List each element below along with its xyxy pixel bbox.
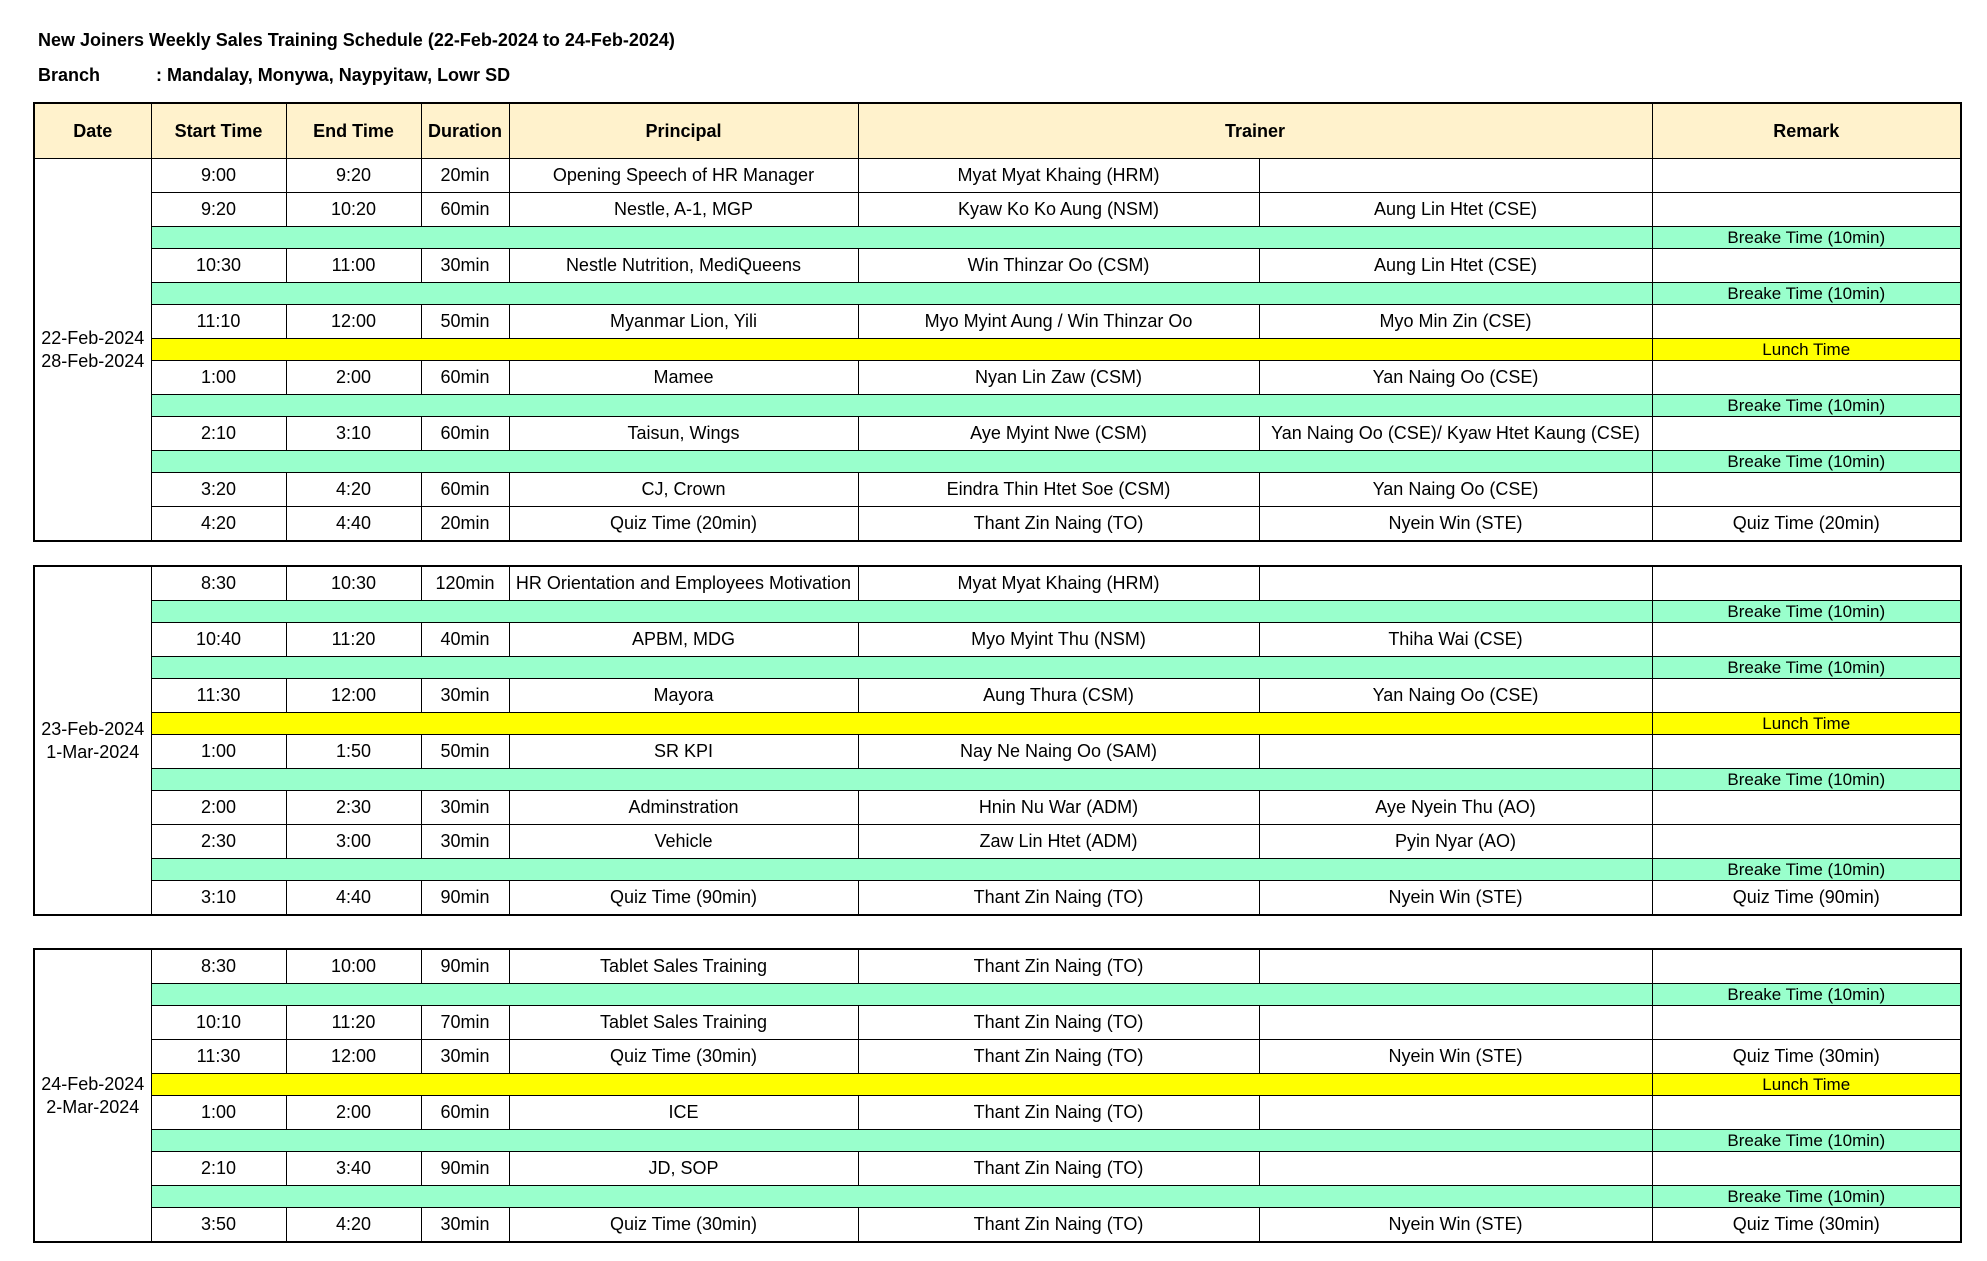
break-label: Breake Time (10min) (1652, 984, 1961, 1006)
start-time: 11:10 (151, 305, 286, 339)
session-row (34, 566, 1961, 601)
break-row (34, 227, 1961, 249)
end-time: 4:20 (286, 473, 421, 507)
end-time: 12:00 (286, 679, 421, 713)
branch-value: : Mandalay, Monywa, Naypyitaw, Lowr SD (156, 65, 511, 85)
principal: Tablet Sales Training (509, 949, 858, 984)
duration: 70min (421, 1006, 509, 1040)
end-time: 11:20 (286, 623, 421, 657)
break-label: Breake Time (10min) (1652, 451, 1961, 473)
session-row (34, 1006, 1961, 1040)
session-row (34, 1208, 1961, 1243)
principal: Vehicle (509, 825, 858, 859)
date-value: 2-Mar-2024 (46, 1096, 140, 1117)
remark: Quiz Time (20min) (1652, 507, 1961, 542)
end-time: 12:00 (286, 1040, 421, 1074)
trainer-secondary: Nyein Win (STE) (1259, 507, 1652, 542)
duration: 30min (421, 1040, 509, 1074)
trainer-secondary: Yan Naing Oo (CSE) (1259, 473, 1652, 507)
trainer-primary: Eindra Thin Htet Soe (CSM) (858, 473, 1259, 507)
separator-span (151, 859, 1652, 881)
lunch-row (34, 339, 1961, 361)
remark (1652, 249, 1961, 283)
session-row (34, 473, 1961, 507)
break-label: Breake Time (10min) (1652, 395, 1961, 417)
start-time: 8:30 (151, 566, 286, 601)
end-time: 9:20 (286, 159, 421, 193)
col-header-duration: Duration (421, 103, 509, 159)
remark (1652, 417, 1961, 451)
trainer-primary: Myat Myat Khaing (HRM) (858, 159, 1259, 193)
duration: 50min (421, 735, 509, 769)
lunch-label: Lunch Time (1652, 1074, 1961, 1096)
trainer-primary: Zaw Lin Htet (ADM) (858, 825, 1259, 859)
trainer-primary: Hnin Nu War (ADM) (858, 791, 1259, 825)
break-label: Breake Time (10min) (1652, 601, 1961, 623)
trainer-primary: Myo Myint Aung / Win Thinzar Oo (858, 305, 1259, 339)
end-time: 10:20 (286, 193, 421, 227)
break-label: Breake Time (10min) (1652, 1130, 1961, 1152)
start-time: 1:00 (151, 1096, 286, 1130)
break-row (34, 283, 1961, 305)
start-time: 9:20 (151, 193, 286, 227)
trainer-secondary: Myo Min Zin (CSE) (1259, 305, 1652, 339)
session-row (34, 679, 1961, 713)
duration: 30min (421, 791, 509, 825)
trainer-primary: Thant Zin Naing (TO) (858, 1208, 1259, 1243)
trainer-primary: Nay Ne Naing Oo (SAM) (858, 735, 1259, 769)
trainer-primary: Win Thinzar Oo (CSM) (858, 249, 1259, 283)
trainer-secondary (1259, 1096, 1652, 1130)
date-cell (34, 566, 151, 915)
start-time: 2:00 (151, 791, 286, 825)
principal: CJ, Crown (509, 473, 858, 507)
trainer-primary: Thant Zin Naing (TO) (858, 1096, 1259, 1130)
col-header-trainer: Trainer (858, 103, 1652, 159)
session-row (34, 305, 1961, 339)
remark (1652, 361, 1961, 395)
duration: 30min (421, 249, 509, 283)
start-time: 4:20 (151, 507, 286, 542)
end-time: 12:00 (286, 305, 421, 339)
remark: Quiz Time (30min) (1652, 1208, 1961, 1243)
principal: Quiz Time (30min) (509, 1208, 858, 1243)
remark (1652, 679, 1961, 713)
remark (1652, 825, 1961, 859)
date-cell (34, 949, 151, 1242)
duration: 30min (421, 1208, 509, 1243)
remark (1652, 623, 1961, 657)
duration: 120min (421, 566, 509, 601)
break-label: Breake Time (10min) (1652, 859, 1961, 881)
principal: Tablet Sales Training (509, 1006, 858, 1040)
branch-label: Branch (38, 65, 101, 85)
lunch-row (34, 1074, 1961, 1096)
end-time: 4:40 (286, 881, 421, 916)
trainer-secondary: Yan Naing Oo (CSE) (1259, 679, 1652, 713)
session-row (34, 825, 1961, 859)
branch-line (38, 65, 510, 86)
remark (1652, 1152, 1961, 1186)
session-row (34, 881, 1961, 916)
session-row (34, 193, 1961, 227)
separator-span (151, 451, 1652, 473)
trainer-secondary: Nyein Win (STE) (1259, 1208, 1652, 1243)
start-time: 3:10 (151, 881, 286, 916)
principal: Nestle Nutrition, MediQueens (509, 249, 858, 283)
start-time: 3:50 (151, 1208, 286, 1243)
trainer-primary: Kyaw Ko Ko Aung (NSM) (858, 193, 1259, 227)
session-row (34, 361, 1961, 395)
date-value: 22-Feb-2024 (41, 327, 145, 348)
trainer-secondary: Thiha Wai (CSE) (1259, 623, 1652, 657)
session-row (34, 735, 1961, 769)
session-row (34, 623, 1961, 657)
session-row (34, 507, 1961, 542)
remark (1652, 791, 1961, 825)
separator-span (151, 601, 1652, 623)
duration: 90min (421, 949, 509, 984)
trainer-secondary (1259, 1152, 1652, 1186)
principal: Quiz Time (20min) (509, 507, 858, 542)
session-row (34, 1096, 1961, 1130)
session-row (34, 159, 1961, 193)
start-time: 2:30 (151, 825, 286, 859)
trainer-secondary (1259, 735, 1652, 769)
principal: SR KPI (509, 735, 858, 769)
session-row (34, 417, 1961, 451)
separator-span (151, 713, 1652, 735)
end-time: 3:40 (286, 1152, 421, 1186)
duration: 40min (421, 623, 509, 657)
duration: 20min (421, 159, 509, 193)
principal: Quiz Time (90min) (509, 881, 858, 916)
separator-span (151, 1186, 1652, 1208)
break-row (34, 601, 1961, 623)
start-time: 2:10 (151, 1152, 286, 1186)
end-time: 11:20 (286, 1006, 421, 1040)
schedule-table-day-1 (33, 102, 1962, 542)
end-time: 2:00 (286, 1096, 421, 1130)
lunch-label: Lunch Time (1652, 713, 1961, 735)
separator-span (151, 283, 1652, 305)
col-header-start-time: Start Time (151, 103, 286, 159)
principal: Opening Speech of HR Manager (509, 159, 858, 193)
end-time: 10:00 (286, 949, 421, 984)
lunch-label: Lunch Time (1652, 339, 1961, 361)
remark: Quiz Time (30min) (1652, 1040, 1961, 1074)
duration: 50min (421, 305, 509, 339)
principal: ICE (509, 1096, 858, 1130)
principal: Mamee (509, 361, 858, 395)
separator-span (151, 769, 1652, 791)
duration: 60min (421, 417, 509, 451)
break-label: Breake Time (10min) (1652, 283, 1961, 305)
start-time: 1:00 (151, 361, 286, 395)
principal: Myanmar Lion, Yili (509, 305, 858, 339)
start-time: 11:30 (151, 679, 286, 713)
start-time: 9:00 (151, 159, 286, 193)
trainer-primary: Myat Myat Khaing (HRM) (858, 566, 1259, 601)
break-row (34, 1186, 1961, 1208)
duration: 90min (421, 1152, 509, 1186)
col-header-principal: Principal (509, 103, 858, 159)
trainer-secondary: Aung Lin Htet (CSE) (1259, 193, 1652, 227)
trainer-primary: Aye Myint Nwe (CSM) (858, 417, 1259, 451)
trainer-secondary (1259, 159, 1652, 193)
break-row (34, 657, 1961, 679)
end-time: 4:20 (286, 1208, 421, 1243)
start-time: 1:00 (151, 735, 286, 769)
trainer-secondary (1259, 566, 1652, 601)
remark (1652, 159, 1961, 193)
break-label: Breake Time (10min) (1652, 769, 1961, 791)
trainer-primary: Nyan Lin Zaw (CSM) (858, 361, 1259, 395)
trainer-secondary (1259, 1006, 1652, 1040)
start-time: 3:20 (151, 473, 286, 507)
end-time: 3:00 (286, 825, 421, 859)
page-title: New Joiners Weekly Sales Training Schedule (22-Feb-2024 to 24-Feb-2024) (38, 30, 675, 50)
duration: 60min (421, 473, 509, 507)
start-time: 2:10 (151, 417, 286, 451)
remark (1652, 566, 1961, 601)
trainer-primary: Thant Zin Naing (TO) (858, 1152, 1259, 1186)
start-time: 10:10 (151, 1006, 286, 1040)
principal: Mayora (509, 679, 858, 713)
session-row (34, 1040, 1961, 1074)
separator-span (151, 1130, 1652, 1152)
remark (1652, 1096, 1961, 1130)
break-row (34, 451, 1961, 473)
trainer-primary: Thant Zin Naing (TO) (858, 1040, 1259, 1074)
end-time: 4:40 (286, 507, 421, 542)
start-time: 11:30 (151, 1040, 286, 1074)
start-time: 10:30 (151, 249, 286, 283)
separator-span (151, 1074, 1652, 1096)
principal: APBM, MDG (509, 623, 858, 657)
remark (1652, 193, 1961, 227)
trainer-secondary: Yan Naing Oo (CSE) (1259, 361, 1652, 395)
duration: 60min (421, 193, 509, 227)
start-time: 8:30 (151, 949, 286, 984)
remark (1652, 949, 1961, 984)
end-time: 2:30 (286, 791, 421, 825)
end-time: 10:30 (286, 566, 421, 601)
trainer-secondary: Nyein Win (STE) (1259, 881, 1652, 916)
break-row (34, 984, 1961, 1006)
date-value: 23-Feb-2024 (41, 718, 145, 739)
trainer-primary: Thant Zin Naing (TO) (858, 1006, 1259, 1040)
date-cell (34, 159, 151, 542)
duration: 20min (421, 507, 509, 542)
col-header-end-time: End Time (286, 103, 421, 159)
end-time: 2:00 (286, 361, 421, 395)
break-label: Breake Time (10min) (1652, 657, 1961, 679)
schedule-table-day-3 (33, 948, 1962, 1243)
session-row (34, 1152, 1961, 1186)
trainer-primary: Thant Zin Naing (TO) (858, 507, 1259, 542)
principal: Nestle, A-1, MGP (509, 193, 858, 227)
remark (1652, 735, 1961, 769)
col-header-date: Date (34, 103, 151, 159)
break-row (34, 1130, 1961, 1152)
date-value: 28-Feb-2024 (41, 350, 145, 371)
principal: JD, SOP (509, 1152, 858, 1186)
session-row (34, 791, 1961, 825)
trainer-secondary: Nyein Win (STE) (1259, 1040, 1652, 1074)
trainer-secondary (1259, 949, 1652, 984)
start-time: 10:40 (151, 623, 286, 657)
duration: 60min (421, 361, 509, 395)
lunch-row (34, 713, 1961, 735)
trainer-secondary: Pyin Nyar (AO) (1259, 825, 1652, 859)
principal: HR Orientation and Employees Motivation (509, 566, 858, 601)
session-row (34, 249, 1961, 283)
separator-span (151, 657, 1652, 679)
trainer-primary: Aung Thura (CSM) (858, 679, 1259, 713)
col-header-remark: Remark (1652, 103, 1961, 159)
trainer-primary: Thant Zin Naing (TO) (858, 881, 1259, 916)
date-value: 24-Feb-2024 (41, 1073, 145, 1094)
trainer-secondary: Aung Lin Htet (CSE) (1259, 249, 1652, 283)
remark (1652, 305, 1961, 339)
principal: Adminstration (509, 791, 858, 825)
duration: 60min (421, 1096, 509, 1130)
table-header-row (34, 103, 1961, 159)
break-row (34, 859, 1961, 881)
break-row (34, 395, 1961, 417)
remark (1652, 473, 1961, 507)
end-time: 1:50 (286, 735, 421, 769)
separator-span (151, 227, 1652, 249)
separator-span (151, 984, 1652, 1006)
break-label: Breake Time (10min) (1652, 1186, 1961, 1208)
end-time: 11:00 (286, 249, 421, 283)
separator-span (151, 395, 1652, 417)
trainer-secondary: Yan Naing Oo (CSE)/ Kyaw Htet Kaung (CSE) (1259, 417, 1652, 451)
separator-span (151, 339, 1652, 361)
principal: Quiz Time (30min) (509, 1040, 858, 1074)
trainer-primary: Myo Myint Thu (NSM) (858, 623, 1259, 657)
trainer-primary: Thant Zin Naing (TO) (858, 949, 1259, 984)
duration: 30min (421, 825, 509, 859)
end-time: 3:10 (286, 417, 421, 451)
duration: 90min (421, 881, 509, 916)
session-row (34, 949, 1961, 984)
remark: Quiz Time (90min) (1652, 881, 1961, 916)
break-row (34, 769, 1961, 791)
break-label: Breake Time (10min) (1652, 227, 1961, 249)
duration: 30min (421, 679, 509, 713)
remark (1652, 1006, 1961, 1040)
date-value: 1-Mar-2024 (46, 741, 140, 762)
trainer-secondary: Aye Nyein Thu (AO) (1259, 791, 1652, 825)
principal: Taisun, Wings (509, 417, 858, 451)
schedule-table-day-2 (33, 565, 1962, 916)
